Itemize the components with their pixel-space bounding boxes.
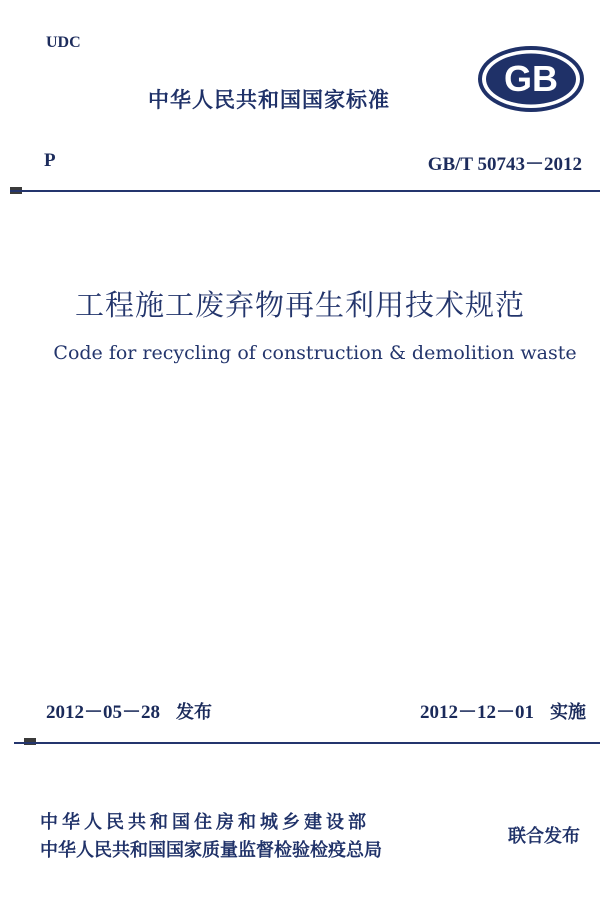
issue-date: 2012－05－28 <box>46 702 161 723</box>
implement-label: 实施 <box>550 702 586 723</box>
issuer-aqsiq: 中华人民共和国国家质量监督检验检疫总局 <box>40 840 382 861</box>
issue-label: 发布 <box>176 702 213 723</box>
divider-top <box>10 190 600 192</box>
category-code: P <box>44 150 56 171</box>
standard-number: GB/T 50743－2012 <box>427 154 582 175</box>
issuer-ministry-housing: 中华人民共和国住房和城乡建设部 <box>40 812 370 833</box>
country-standard-heading: 中华人民共和国国家标准 <box>148 88 390 112</box>
joint-issue-label: 联合发布 <box>508 826 580 847</box>
implement-date: 2012－12－01 <box>419 702 534 723</box>
issue-date-line <box>46 697 212 724</box>
implement-date-line <box>420 697 586 724</box>
title-chinese: 工程施工废弃物再生利用技术规范 <box>74 288 525 322</box>
udc-label: UDC <box>46 34 81 51</box>
gb-logo <box>476 44 586 114</box>
title-english: Code for recycling of construction & demolition waste <box>53 342 577 364</box>
divider-bottom <box>14 742 600 744</box>
gb-logo-text: GB <box>504 58 558 99</box>
